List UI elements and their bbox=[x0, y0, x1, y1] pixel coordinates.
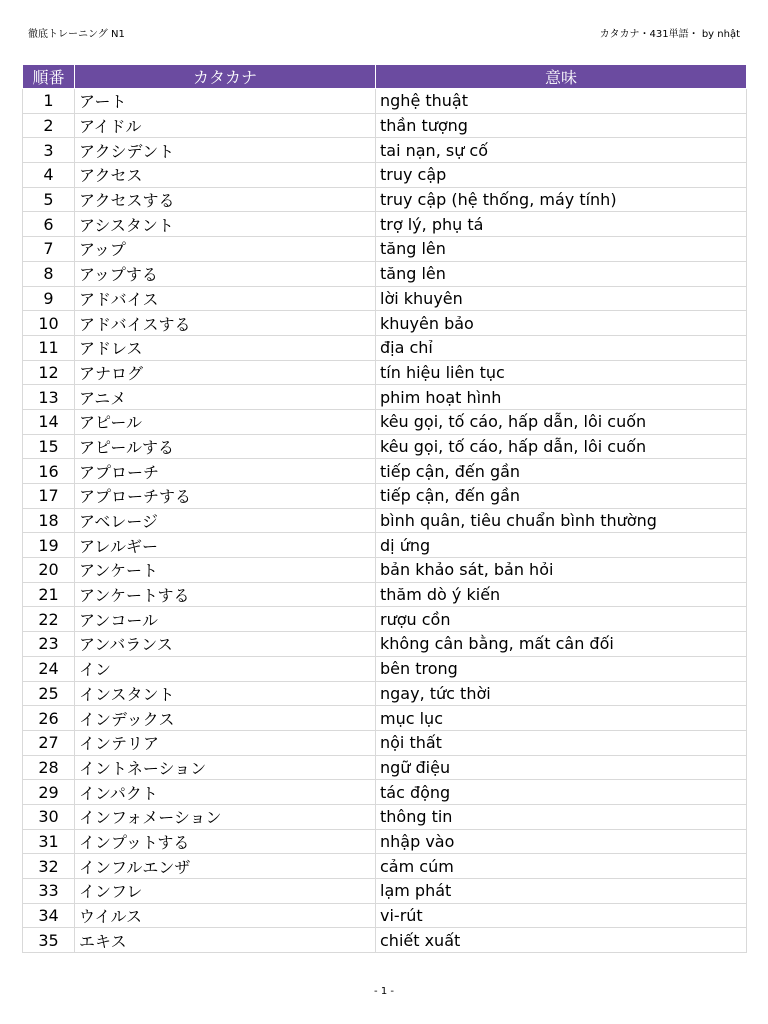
katakana-word: アンケート bbox=[75, 558, 376, 583]
katakana-word: インフォメーション bbox=[75, 804, 376, 829]
word-meaning: truy cập bbox=[376, 163, 747, 188]
word-meaning: lạm phát bbox=[376, 879, 747, 904]
katakana-word: アピールする bbox=[75, 434, 376, 459]
katakana-word: アクセス bbox=[75, 163, 376, 188]
word-meaning: ngữ điệu bbox=[376, 755, 747, 780]
katakana-word: アイドル bbox=[75, 113, 376, 138]
table-row bbox=[23, 163, 747, 188]
row-number: 27 bbox=[23, 730, 75, 755]
row-number: 21 bbox=[23, 582, 75, 607]
row-number: 8 bbox=[23, 261, 75, 286]
katakana-word: アニメ bbox=[75, 385, 376, 410]
katakana-word: イン bbox=[75, 656, 376, 681]
vocab-table bbox=[22, 64, 747, 953]
table-row bbox=[23, 903, 747, 928]
row-number: 10 bbox=[23, 311, 75, 336]
table-row bbox=[23, 434, 747, 459]
katakana-word: アンケートする bbox=[75, 582, 376, 607]
katakana-word: インプットする bbox=[75, 829, 376, 854]
word-meaning: khuyên bảo bbox=[376, 311, 747, 336]
word-meaning: mục lục bbox=[376, 706, 747, 731]
word-meaning: thông tin bbox=[376, 804, 747, 829]
row-number: 1 bbox=[23, 89, 75, 114]
row-number: 18 bbox=[23, 508, 75, 533]
table-row bbox=[23, 508, 747, 533]
word-meaning: nghệ thuật bbox=[376, 89, 747, 114]
row-number: 9 bbox=[23, 286, 75, 311]
table-row bbox=[23, 484, 747, 509]
word-meaning: tai nạn, sự cố bbox=[376, 138, 747, 163]
table-row bbox=[23, 212, 747, 237]
row-number: 17 bbox=[23, 484, 75, 509]
katakana-word: インフルエンザ bbox=[75, 854, 376, 879]
word-meaning: nội thất bbox=[376, 730, 747, 755]
row-number: 5 bbox=[23, 187, 75, 212]
table-row bbox=[23, 89, 747, 114]
table-row bbox=[23, 706, 747, 731]
document-title: 徹底トレーニング N1 bbox=[28, 29, 125, 40]
table-row bbox=[23, 138, 747, 163]
row-number: 30 bbox=[23, 804, 75, 829]
table-row bbox=[23, 607, 747, 632]
table-row bbox=[23, 261, 747, 286]
word-meaning: không cân bằng, mất cân đối bbox=[376, 632, 747, 657]
katakana-word: アベレージ bbox=[75, 508, 376, 533]
word-meaning: tiếp cận, đến gần bbox=[376, 459, 747, 484]
katakana-word: アピール bbox=[75, 409, 376, 434]
katakana-word: アンコール bbox=[75, 607, 376, 632]
row-number: 32 bbox=[23, 854, 75, 879]
word-meaning: tín hiệu liên tục bbox=[376, 360, 747, 385]
katakana-word: アップ bbox=[75, 237, 376, 262]
row-number: 6 bbox=[23, 212, 75, 237]
word-meaning: thăm dò ý kiến bbox=[376, 582, 747, 607]
row-number: 25 bbox=[23, 681, 75, 706]
katakana-word: インデックス bbox=[75, 706, 376, 731]
document-subtitle: カタカナ・431単語・ by nhật bbox=[599, 29, 740, 40]
table-header-row bbox=[23, 65, 747, 89]
katakana-word: イントネーション bbox=[75, 755, 376, 780]
row-number: 11 bbox=[23, 335, 75, 360]
katakana-word: アドバイスする bbox=[75, 311, 376, 336]
table-row bbox=[23, 632, 747, 657]
row-number: 13 bbox=[23, 385, 75, 410]
column-header-meaning: 意味 bbox=[376, 65, 747, 89]
table-row bbox=[23, 681, 747, 706]
row-number: 3 bbox=[23, 138, 75, 163]
katakana-word: インテリア bbox=[75, 730, 376, 755]
katakana-word: アクシデント bbox=[75, 138, 376, 163]
table-row bbox=[23, 311, 747, 336]
word-meaning: trợ lý, phụ tá bbox=[376, 212, 747, 237]
word-meaning: bản khảo sát, bản hỏi bbox=[376, 558, 747, 583]
word-meaning: kêu gọi, tố cáo, hấp dẫn, lôi cuốn bbox=[376, 409, 747, 434]
table-body bbox=[23, 89, 747, 953]
table-row bbox=[23, 879, 747, 904]
word-meaning: kêu gọi, tố cáo, hấp dẫn, lôi cuốn bbox=[376, 434, 747, 459]
column-header-number: 順番 bbox=[23, 65, 75, 89]
word-meaning: rượu cồn bbox=[376, 607, 747, 632]
row-number: 14 bbox=[23, 409, 75, 434]
column-header-katakana: カタカナ bbox=[75, 65, 376, 89]
table-row bbox=[23, 237, 747, 262]
word-meaning: nhập vào bbox=[376, 829, 747, 854]
row-number: 28 bbox=[23, 755, 75, 780]
katakana-word: アンバランス bbox=[75, 632, 376, 657]
word-meaning: tăng lên bbox=[376, 261, 747, 286]
table-row bbox=[23, 335, 747, 360]
row-number: 15 bbox=[23, 434, 75, 459]
katakana-word: インスタント bbox=[75, 681, 376, 706]
row-number: 29 bbox=[23, 780, 75, 805]
table-row bbox=[23, 360, 747, 385]
word-meaning: lời khuyên bbox=[376, 286, 747, 311]
page-number: - 1 - bbox=[374, 986, 394, 997]
katakana-word: アップする bbox=[75, 261, 376, 286]
table-row bbox=[23, 582, 747, 607]
word-meaning: tăng lên bbox=[376, 237, 747, 262]
table-row bbox=[23, 409, 747, 434]
word-meaning: truy cập (hệ thống, máy tính) bbox=[376, 187, 747, 212]
row-number: 4 bbox=[23, 163, 75, 188]
katakana-word: インフレ bbox=[75, 879, 376, 904]
row-number: 2 bbox=[23, 113, 75, 138]
table-row bbox=[23, 558, 747, 583]
katakana-word: アプローチ bbox=[75, 459, 376, 484]
word-meaning: ngay, tức thời bbox=[376, 681, 747, 706]
table-row bbox=[23, 755, 747, 780]
table-row bbox=[23, 286, 747, 311]
row-number: 26 bbox=[23, 706, 75, 731]
row-number: 24 bbox=[23, 656, 75, 681]
row-number: 33 bbox=[23, 879, 75, 904]
row-number: 20 bbox=[23, 558, 75, 583]
row-number: 35 bbox=[23, 928, 75, 953]
katakana-word: アシスタント bbox=[75, 212, 376, 237]
katakana-word: アート bbox=[75, 89, 376, 114]
katakana-word: アドレス bbox=[75, 335, 376, 360]
table-row bbox=[23, 385, 747, 410]
table-row bbox=[23, 928, 747, 953]
katakana-word: アナログ bbox=[75, 360, 376, 385]
katakana-word: アクセスする bbox=[75, 187, 376, 212]
katakana-word: インパクト bbox=[75, 780, 376, 805]
katakana-word: アドバイス bbox=[75, 286, 376, 311]
table-row bbox=[23, 187, 747, 212]
table-row bbox=[23, 829, 747, 854]
katakana-word: アプローチする bbox=[75, 484, 376, 509]
word-meaning: bên trong bbox=[376, 656, 747, 681]
word-meaning: thần tượng bbox=[376, 113, 747, 138]
table-row bbox=[23, 459, 747, 484]
table-row bbox=[23, 533, 747, 558]
word-meaning: địa chỉ bbox=[376, 335, 747, 360]
row-number: 12 bbox=[23, 360, 75, 385]
table-row bbox=[23, 854, 747, 879]
katakana-word: ウイルス bbox=[75, 903, 376, 928]
katakana-word: エキス bbox=[75, 928, 376, 953]
table-row bbox=[23, 656, 747, 681]
table-row bbox=[23, 730, 747, 755]
word-meaning: bình quân, tiêu chuẩn bình thường bbox=[376, 508, 747, 533]
row-number: 19 bbox=[23, 533, 75, 558]
row-number: 34 bbox=[23, 903, 75, 928]
word-meaning: tác động bbox=[376, 780, 747, 805]
table-row bbox=[23, 113, 747, 138]
row-number: 7 bbox=[23, 237, 75, 262]
row-number: 16 bbox=[23, 459, 75, 484]
row-number: 22 bbox=[23, 607, 75, 632]
row-number: 23 bbox=[23, 632, 75, 657]
word-meaning: vi-rút bbox=[376, 903, 747, 928]
table-row bbox=[23, 780, 747, 805]
row-number: 31 bbox=[23, 829, 75, 854]
word-meaning: tiếp cận, đến gần bbox=[376, 484, 747, 509]
word-meaning: phim hoạt hình bbox=[376, 385, 747, 410]
word-meaning: dị ứng bbox=[376, 533, 747, 558]
word-meaning: chiết xuất bbox=[376, 928, 747, 953]
word-meaning: cảm cúm bbox=[376, 854, 747, 879]
table-row bbox=[23, 804, 747, 829]
katakana-word: アレルギー bbox=[75, 533, 376, 558]
